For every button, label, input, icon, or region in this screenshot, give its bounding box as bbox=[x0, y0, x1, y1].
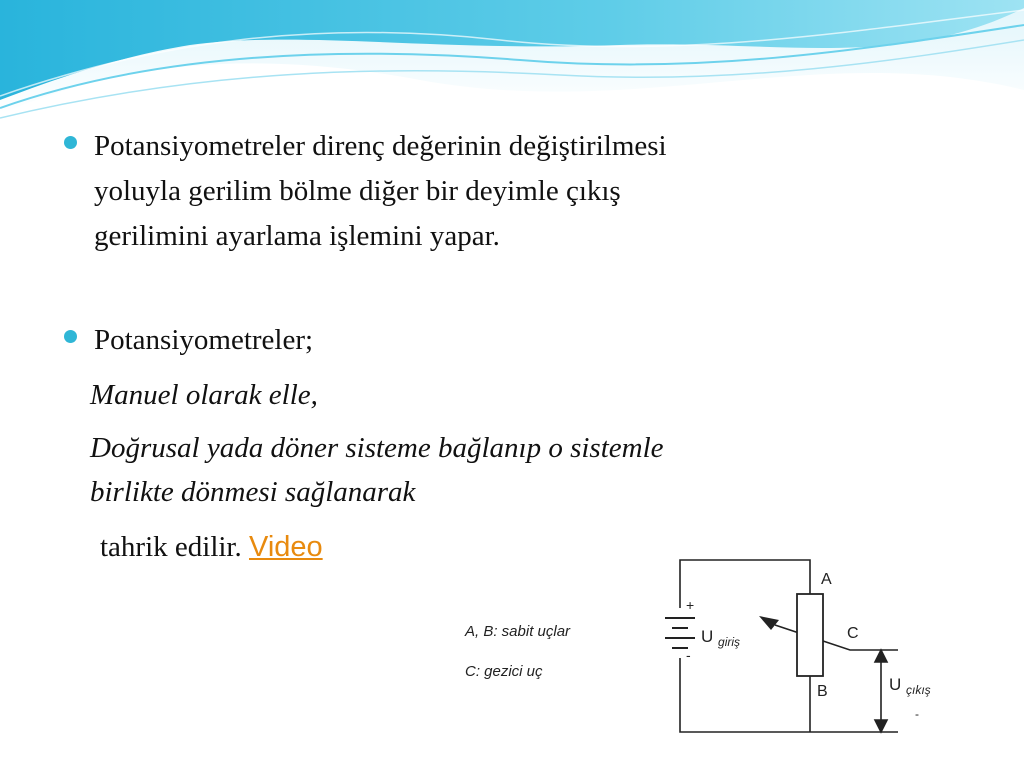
output-voltage-subscript: çıkış bbox=[906, 683, 931, 697]
header-wave-decoration bbox=[0, 0, 1024, 130]
sub-line-linear-1: Doğrusal yada döner sisteme bağlanıp o sistemle bbox=[90, 432, 664, 464]
bullet-dot-icon bbox=[64, 330, 77, 343]
output-voltage-label bbox=[889, 675, 931, 697]
bullet-text-2 bbox=[94, 318, 964, 363]
bullet-item-2 bbox=[64, 318, 964, 363]
output-voltage-arrow bbox=[875, 650, 887, 732]
terminal-label-a: A bbox=[821, 571, 832, 588]
output-voltage-symbol: U bbox=[889, 675, 902, 694]
bullet-item-1 bbox=[64, 124, 964, 259]
wiper-arrow-icon bbox=[759, 616, 779, 630]
battery-minus-sign: - bbox=[686, 647, 691, 663]
circuit-wire-bottom bbox=[680, 658, 898, 732]
input-voltage-symbol: U bbox=[701, 627, 714, 646]
terminal-label-c: C bbox=[847, 625, 859, 642]
input-voltage-label bbox=[701, 627, 740, 649]
video-link[interactable]: Video bbox=[249, 531, 323, 563]
wiper-wire bbox=[775, 625, 898, 650]
drive-text: tahrik edilir. bbox=[100, 531, 242, 563]
bullet-line: Potansiyometreler direnç değerinin değiştirilmesi bbox=[94, 130, 667, 162]
battery-symbol bbox=[665, 618, 695, 648]
circuit-wire-top bbox=[680, 560, 810, 608]
bullet-line: yoluyla gerilim bölme diğer bir deyimle çıkış bbox=[94, 175, 621, 207]
sub-line-linear-2: birlikte dönmesi sağlanarak bbox=[90, 476, 416, 508]
legend-line-2: C: gezici uç bbox=[465, 663, 543, 680]
bullet-line: gerilimini ayarlama işlemini yapar. bbox=[94, 220, 500, 252]
sub-line-drive bbox=[100, 525, 323, 570]
legend-line-1: A, B: sabit uçlar bbox=[465, 623, 571, 640]
terminal-label-b: B bbox=[817, 683, 828, 700]
battery-plus-sign: + bbox=[686, 597, 695, 613]
bullet-dot-icon bbox=[64, 136, 77, 149]
input-voltage-subscript: giriş bbox=[718, 635, 741, 649]
circuit-diagram bbox=[455, 550, 947, 740]
potentiometer-circuit-figure bbox=[455, 550, 947, 740]
bullet-text-1 bbox=[94, 124, 964, 259]
sub-line-manual: Manuel olarak elle, bbox=[90, 379, 318, 411]
output-voltage-dash: - bbox=[915, 707, 919, 721]
bullet-line: Potansiyometreler; bbox=[94, 324, 314, 356]
potentiometer-resistor bbox=[797, 594, 823, 676]
